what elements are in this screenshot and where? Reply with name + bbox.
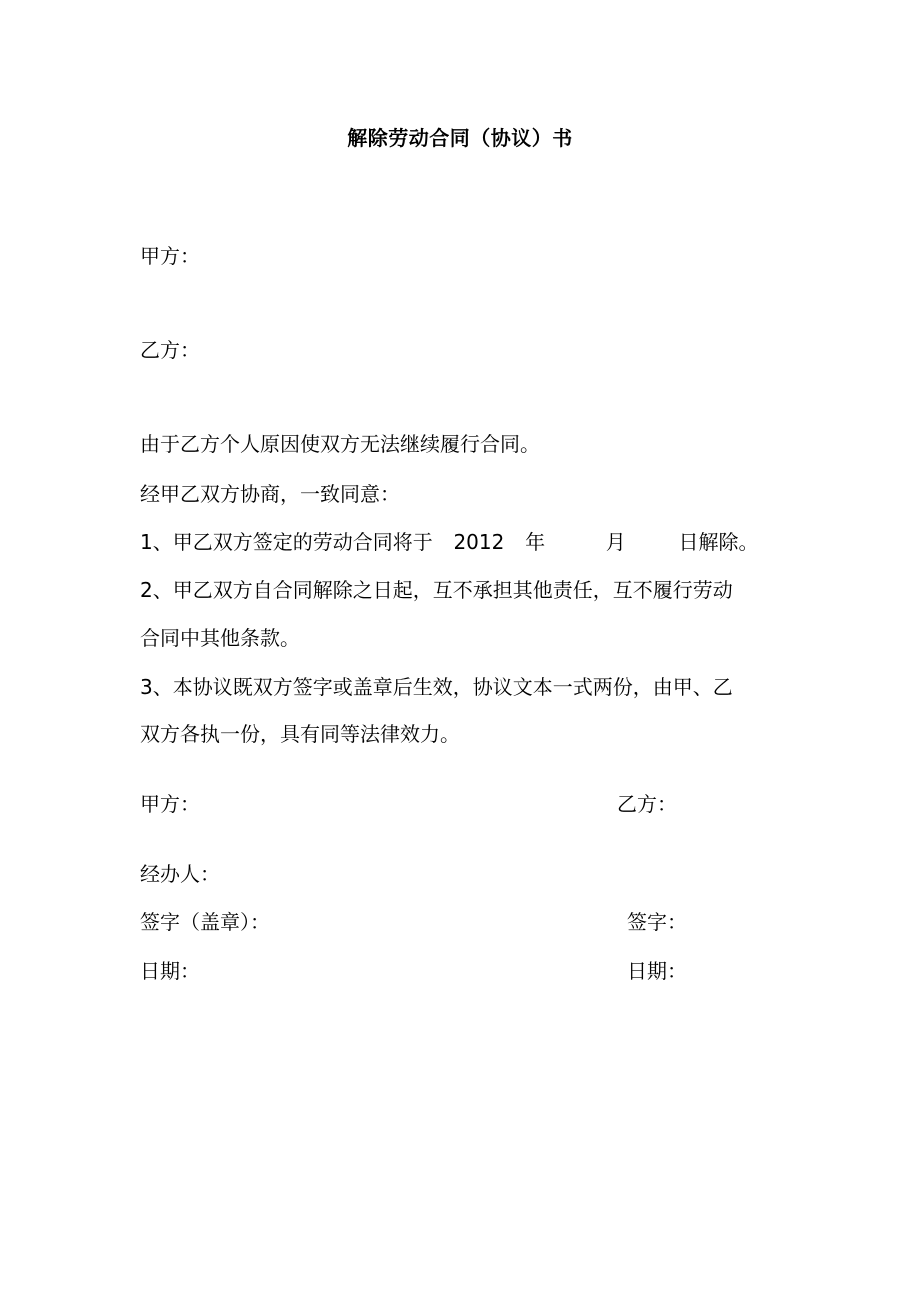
clause-1-prefix: 1、甲乙双方签定的劳动合同将于: [140, 530, 433, 554]
party-b-date-label: 日期：: [627, 959, 687, 983]
party-a-sign-label: 签字（盖章）：: [140, 910, 270, 934]
signature-party-a-label: 甲方：: [140, 792, 200, 816]
clause-2-line-2: 合同中其他条款。: [140, 626, 300, 650]
clause-3-line-2: 双方各执一份，具有同等法律效力。: [140, 722, 460, 746]
agreement-intro: 经甲乙双方协商，一致同意：: [140, 482, 400, 506]
party-a-date-label: 日期：: [140, 959, 200, 983]
clause-1-month-unit: 月: [605, 530, 626, 554]
reason-paragraph: 由于乙方个人原因使双方无法继续履行合同。: [140, 432, 540, 456]
clause-3-line-1: 3、本协议既双方签字或盖章后生效，协议文本一式两份，由甲、乙: [140, 675, 733, 699]
signature-party-b-label: 乙方：: [617, 792, 677, 816]
party-a-field: 甲方：: [140, 244, 200, 268]
clause-1: [140, 528, 759, 556]
party-b-sign-label: 签字：: [627, 910, 687, 934]
clause-1-year-unit: 年: [525, 530, 546, 554]
clause-1-day-unit: 日解除。: [678, 530, 759, 554]
handler-label: 经办人：: [140, 862, 220, 886]
party-b-field: 乙方：: [140, 338, 200, 362]
clause-1-year: 2012: [453, 530, 505, 554]
clause-2-line-1: 2、甲乙双方自合同解除之日起，互不承担其他责任，互不履行劳动: [140, 578, 733, 602]
document-title: 解除劳动合同（协议）书: [347, 126, 573, 150]
